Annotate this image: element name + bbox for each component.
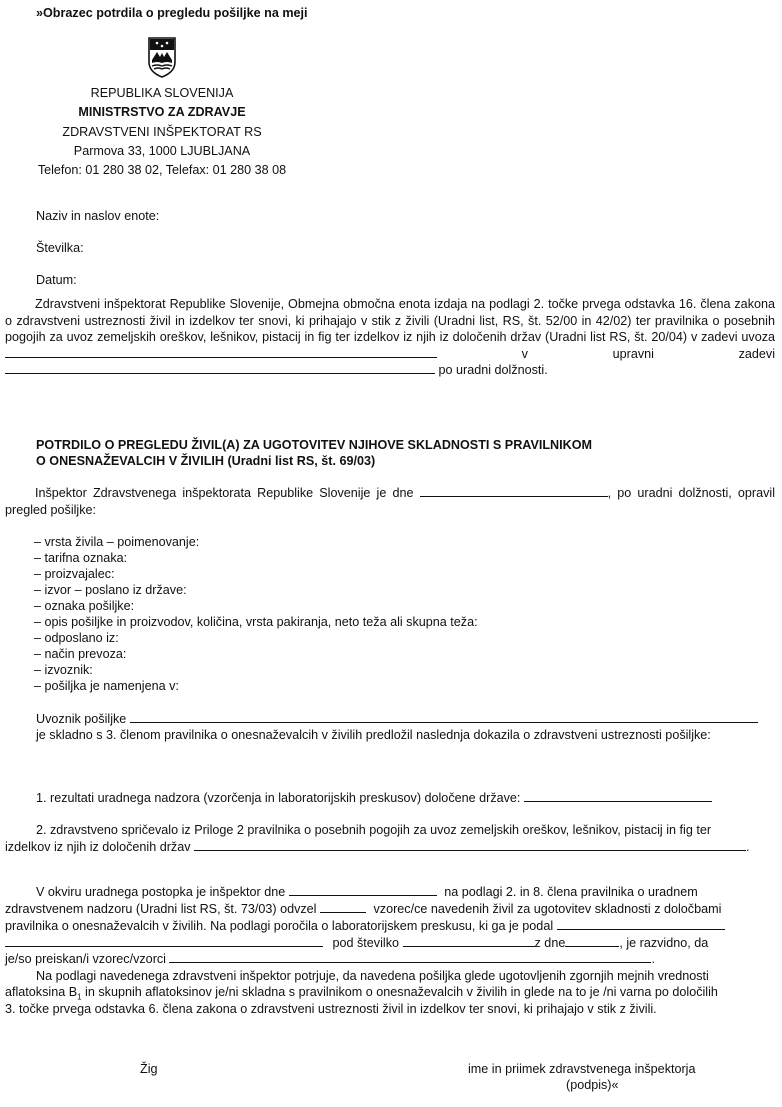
conclusion-text-2b: in skupnih aflatoksinov je/ni skladna s pravilnikom o onesnaževalcih v živilih in glede na to je /ni varna po določilih [81, 985, 718, 999]
inspector-text-2: , po uradni dolžnosti, opravil pregled pošiljke: [5, 486, 775, 517]
inspection-date-blank[interactable] [420, 485, 608, 497]
import-subject-blank[interactable] [5, 346, 437, 358]
list-item: – način prevoza: [34, 647, 127, 661]
procedure-text-8: , je razvidno, da [619, 936, 709, 950]
inspector-text: Inšpektor Zdravstvenega inšpektorata Republike Slovenije je dne [35, 486, 414, 500]
list-item: – opis pošiljke in proizvodov, količina, vrsta pakiranja, neto teža ali skupna teža: [34, 615, 478, 629]
authority-phone: Telefon: 01 280 38 02, Telefax: 01 280 38 08 [37, 163, 287, 177]
conclusion-line-1: Na podlagi navedenega zdravstveni inšpektor potrjuje, da navedena pošiljka glede ugotovljenih zgornjih mejnih vrednosti [36, 969, 709, 983]
list-item: – proizvajalec: [34, 567, 115, 581]
procedure-text-9: je/so preiskan/i vzorec/vzorci [5, 952, 166, 966]
evidence-item-1-text: 1. rezultati uradnega nadzora (vzorčenja in laboratorijskih preskusov) določene države: [36, 791, 521, 805]
procedure-text-5: pravilnika o onesnaževalcih v živilih. Na podlagi poročila o laboratorijskem preskusu, ki ga je podal [5, 919, 554, 933]
authority-address: Parmova 33, 1000 LJUBLJANA [73, 144, 251, 158]
evidence-item-1 [36, 790, 712, 806]
signature-sub-label: (podpis)« [566, 1078, 619, 1092]
authority-inspectorate: ZDRAVSTVENI INŠPEKTORAT RS [62, 125, 262, 139]
intro-text: Zdravstveni inšpektorat Republike Slovenije, Obmejna območna enota izdaja na podlagi 2. točke prvega odstavka 16. člena zakona o zdravstveni ustreznosti živil in izdelkov ter snovi, ki prihajajo v stik z živili (Uradni list, RS, št. 52/00 in 42/02) ter pravilnika o posebnih pogojih za uvoz zemeljskih oreškov, lešnikov, pistacij in fig ter izdelkov iz njih iz določenih držav (Uradni list RS, št. 20/04) v zadevi uvoza [5, 297, 775, 344]
evidence-item-2-cont: izdelkov iz njih iz določenih držav . [5, 840, 750, 854]
intro-text-2: v upravni zadevi [521, 346, 775, 361]
signature-label: ime in priimek zdravstvenega inšpektorja [468, 1062, 696, 1076]
list-item: – pošiljka je namenjena v: [34, 679, 179, 693]
list-item: – oznaka pošiljke: [34, 599, 135, 613]
procedure-line-1 [36, 884, 698, 900]
lab-blank[interactable] [557, 918, 725, 930]
conclusion-subscript: 1 [77, 992, 82, 1002]
procedure-text-6: pod številko [332, 936, 400, 950]
procedure-date-blank[interactable] [289, 884, 437, 896]
intro-paragraph [5, 296, 775, 379]
coat-of-arms-icon [147, 36, 177, 78]
evidence-country-blank[interactable] [524, 790, 712, 802]
list-item: – odposlano iz: [34, 631, 119, 645]
procedure-text-2: na podlagi 2. in 8. člena pravilnika o uradnem [444, 885, 698, 899]
report-date-blank[interactable] [565, 935, 619, 947]
stamp-label: Žig [140, 1062, 158, 1076]
procedure-text-1: V okviru uradnega postopka je inšpektor dne [36, 885, 286, 899]
procedure-line-2 [5, 901, 721, 917]
form-title: »Obrazec potrdila o pregledu pošiljke na meji [36, 6, 308, 20]
evidence-item-2b-text: izdelkov iz njih iz določenih držav [5, 840, 191, 854]
importer-label-text: Uvoznik pošiljke [36, 712, 127, 726]
authority-republic: REPUBLIKA SLOVENIJA [90, 86, 234, 100]
conclusion-line-3: 3. točke prvega odstavka 6. člena zakona o zdravstveni ustreznosti živil in izdelkov ter snovi, ki prihajajo v stik z živili. [5, 1002, 657, 1016]
authority-ministry: MINISTRSTVO ZA ZDRAVJE [78, 105, 246, 119]
conclusion-text-2a: aflatoksina B [5, 985, 78, 999]
procedure-line-4 [5, 935, 708, 951]
date-field-label: Datum: [36, 273, 77, 287]
inspector-paragraph [5, 485, 775, 519]
procedure-text-7: z dne [534, 936, 566, 950]
lab-name-blank[interactable] [5, 935, 323, 947]
administrative-matter-blank[interactable] [5, 362, 435, 374]
importer-text: je skladno s 3. členom pravilnika o onesnaževalcih v živilih predložil naslednja dokazila o zdravstveni ustreznosti pošiljke: [36, 728, 711, 742]
importer-blank[interactable] [130, 711, 758, 723]
sample-result-blank[interactable] [169, 951, 651, 963]
intro-text-3: po uradni dolžnosti. [438, 363, 548, 377]
report-number-blank[interactable] [403, 935, 535, 947]
sample-count-blank[interactable] [320, 901, 366, 913]
procedure-line-3 [5, 918, 725, 934]
unit-field-label: Naziv in naslov enote: [36, 209, 160, 223]
section-title-line2: O ONESNAŽEVALCIH V ŽIVILIH (Uradni list RS, št. 69/03) [36, 454, 376, 468]
evidence-item-2: 2. zdravstveno spričevalo iz Priloge 2 pravilnika o posebnih pogojih za uvoz zemeljskih oreškov, lešnikov, pistacij in fig ter [36, 823, 712, 837]
list-item: – vrsta živila – poimenovanje: [34, 535, 200, 549]
list-item: – izvor – poslano iz države: [34, 583, 187, 597]
evidence-countries-blank[interactable] [194, 839, 746, 851]
procedure-text-3: zdravstvenem nadzoru (Uradni list RS, št. 73/03) odvzel [5, 902, 317, 916]
list-item: – tarifna oznaka: [34, 551, 128, 565]
procedure-text-4: vzorec/ce navedenih živil za ugotovitev skladnosti z določbami [373, 902, 722, 916]
number-field-label: Številka: [36, 241, 84, 255]
importer-label [36, 711, 758, 727]
section-title-line1: POTRDILO O PREGLEDU ŽIVIL(A) ZA UGOTOVITEV NJIHOVE SKLADNOSTI S PRAVILNIKOM [36, 438, 593, 452]
procedure-line-5: je/so preiskan/i vzorec/vzorci . [5, 952, 655, 966]
list-item: – izvoznik: [34, 663, 93, 677]
